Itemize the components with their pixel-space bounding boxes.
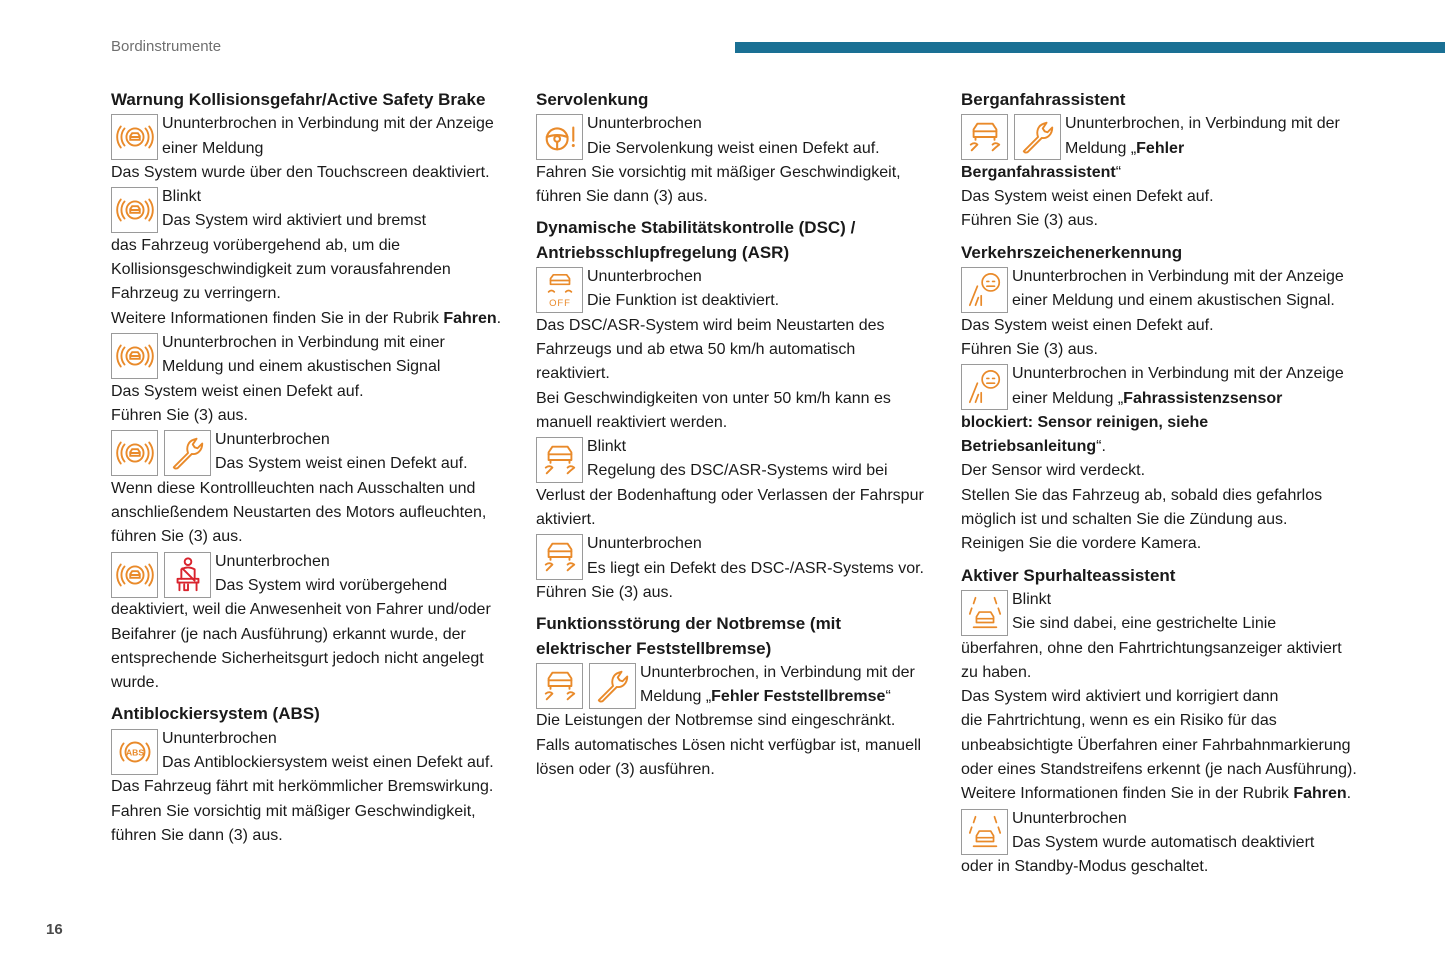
paragraph: Führen Sie (3) aus. (111, 406, 248, 424)
heading-lane-keeping: Aktiver Spurhalteassistent (961, 565, 1176, 585)
entry-collision-steady (111, 112, 516, 161)
paragraph (961, 411, 1371, 435)
column-1 (111, 88, 516, 848)
entry-text: Ununterbrochen, in Verbindung mit der (1065, 115, 1340, 133)
entry-sensor-blocked (961, 362, 1371, 411)
message-name: Fehler (1136, 139, 1185, 157)
entry-text: Das System wurde automatisch deaktiviert (1012, 833, 1315, 851)
paragraph: Fahrzeugs und ab etwa 50 km/h automatisch (536, 340, 856, 358)
paragraph: Das System wird aktiviert und korrigiert dann (961, 688, 1279, 706)
paragraph: Fahren Sie vorsichtig mit mäßiger Geschwindigkeit, (111, 802, 476, 820)
paragraph: Fahren Sie vorsichtig mit mäßiger Geschwindigkeit, (536, 163, 901, 181)
heading-emergency-brake (536, 612, 946, 661)
paragraph: möglich ist und schalten Sie die Zündung aus. (961, 511, 1288, 529)
paragraph-more-info (961, 782, 1371, 806)
camera-sensor-icon (961, 364, 1008, 410)
entry-text: Die Funktion ist deaktiviert. (587, 292, 780, 310)
paragraph: deaktiviert, weil die Anwesenheit von Fahrer und/oder (111, 601, 491, 619)
entry-text: Das System weist einen Defekt auf. (215, 455, 468, 473)
link-fahren: Fahren (1293, 785, 1347, 803)
message-name: Fehler Feststellbremse (711, 688, 886, 706)
entry-text (961, 387, 1371, 411)
heading-line: Funktionsstörung der Notbremse (mit (536, 614, 842, 634)
text: Meldung „ (640, 688, 712, 706)
heading-collision-warning: Warnung Kollisionsgefahr/Active Safety Brake (111, 90, 486, 109)
collision-warning-icon (111, 333, 158, 379)
header-accent-bar (735, 42, 1445, 53)
text: “ (885, 688, 891, 706)
paragraph (961, 435, 1371, 459)
text: “ (1115, 163, 1122, 181)
paragraph: führen Sie dann (3) aus. (111, 826, 283, 844)
paragraph: Führen Sie (3) aus. (536, 583, 673, 601)
heading-dsc-asr (536, 216, 946, 265)
entry-dsc-blinking (536, 435, 946, 484)
paragraph: wurde. (111, 674, 160, 692)
collision-warning-icon (111, 187, 158, 233)
entry-text: einer Meldung und einem akustischen Signal. (1012, 292, 1335, 310)
camera-sensor-icon (961, 267, 1008, 313)
entry-text: Es liegt ein Defekt des DSC-/ASR-Systems vor. (587, 559, 924, 577)
paragraph: lösen oder (3) ausführen. (536, 761, 715, 779)
paragraph: Reinigen Sie die vordere Kamera. (961, 535, 1202, 553)
entry-text: Das Antiblockiersystem weist einen Defekt auf. (162, 754, 494, 772)
text: einer Meldung „ (1012, 389, 1124, 407)
skid-icon (536, 663, 583, 709)
collision-warning-icon (111, 430, 158, 476)
paragraph: führen Sie dann (3) aus. (536, 188, 708, 206)
paragraph: Verlust der Bodenhaftung oder Verlassen der Fahrspur (536, 486, 924, 504)
entry-dsc-off (536, 265, 946, 314)
wrench-icon (1014, 114, 1061, 160)
message-name: Berganfahrassistent (961, 163, 1116, 181)
heading-line: elektrischer Feststellbremse) (536, 638, 772, 658)
paragraph: Stellen Sie das Fahrzeug ab, sobald dies gefahrlos (961, 486, 1323, 504)
entry-text: Ununterbrochen, in Verbindung mit der (640, 663, 915, 681)
text: . (496, 309, 502, 327)
paragraph: oder in Standby-Modus geschaltet. (961, 858, 1209, 876)
skid-icon (536, 534, 583, 580)
entry-text: Blinkt (1012, 590, 1052, 608)
paragraph-more-info (111, 307, 516, 331)
paragraph: Beifahrer (je nach Ausführung) erkannt wurde, der (111, 625, 466, 643)
paragraph: das Fahrzeug vorübergehend ab, um die (111, 236, 401, 254)
heading-line: Antriebsschlupfregelung (ASR) (536, 242, 790, 262)
paragraph: Bei Geschwindigkeiten von unter 50 km/h kann es (536, 389, 891, 407)
paragraph: zu haben. (961, 663, 1032, 681)
lane-keeping-icon (961, 809, 1008, 855)
text: Meldung „ (1065, 139, 1137, 157)
entry-collision-blinking (111, 185, 516, 234)
entry-collision-signal (111, 331, 516, 380)
entry-parking-brake-fault (536, 661, 946, 710)
entry-text: Blinkt (162, 188, 202, 206)
paragraph: entsprechende Sicherheitsgurt jedoch nicht angelegt (111, 649, 484, 667)
dsc-off-icon (536, 267, 583, 313)
paragraph: Fahrzeug zu verringern. (111, 285, 281, 303)
entry-text: Ununterbrochen (1012, 809, 1127, 827)
paragraph: aktiviert. (536, 511, 596, 529)
wrench-icon (164, 430, 211, 476)
entry-text: Ununterbrochen (162, 729, 277, 747)
collision-warning-icon (111, 552, 158, 598)
paragraph: Das Fahrzeug fährt mit herkömmlicher Bremswirkung. (111, 778, 494, 796)
paragraph: führen Sie (3) aus. (111, 528, 243, 546)
paragraph: Führen Sie (3) aus. (961, 340, 1098, 358)
entry-traffic-sign-defect (961, 265, 1371, 314)
off-icon-label: OFF (548, 298, 571, 310)
heading-abs: Antiblockiersystem (ABS) (111, 704, 320, 724)
text: . (1346, 785, 1352, 803)
paragraph: Wenn diese Kontrollleuchten nach Ausschalten und (111, 479, 476, 497)
entry-text: Ununterbrochen in Verbindung mit der Anzeige (1012, 268, 1344, 286)
abs-icon-label: ABS (125, 747, 144, 758)
message-name: Betriebsanleitung (961, 438, 1097, 456)
entry-text: Ununterbrochen (587, 115, 702, 133)
entry-text: Ununterbrochen (215, 431, 330, 449)
paragraph: oder eines Standstreifens erkennt (je nach Ausführung). (961, 761, 1357, 779)
text: Weitere Informationen finden Sie in der Rubrik (961, 785, 1294, 803)
entry-power-steering (536, 112, 946, 161)
heading-power-steering: Servolenkung (536, 90, 649, 109)
paragraph: die Fahrtrichtung, wenn es ein Risiko für das (961, 712, 1277, 730)
entry-text: Ununterbrochen in Verbindung mit der Anzeige (1012, 365, 1344, 383)
heading-hill-start: Berganfahrassistent (961, 90, 1126, 109)
paragraph: Das System weist einen Defekt auf. (961, 188, 1214, 206)
entry-text: Ununterbrochen (587, 268, 702, 286)
entry-text: Das System wird vorübergehend (215, 576, 448, 594)
skid-icon (536, 437, 583, 483)
skid-icon (961, 114, 1008, 160)
entry-text: Ununterbrochen in Verbindung mit einer (162, 333, 445, 351)
message-name: Fahrassistenzsensor (1123, 389, 1283, 407)
entry-hill-start (961, 112, 1371, 161)
text: “. (1096, 438, 1106, 456)
entry-lane-keeping-blinking (961, 588, 1371, 637)
column-3 (961, 88, 1371, 880)
paragraph: Führen Sie (3) aus. (961, 212, 1098, 230)
entry-text: Ununterbrochen (215, 552, 330, 570)
paragraph: Falls automatisches Lösen nicht verfügbar ist, manuell (536, 736, 922, 754)
entry-text: Ununterbrochen (587, 535, 702, 553)
entry-collision-seatbelt (111, 550, 516, 599)
entry-text: Ununterbrochen in Verbindung mit der Anzeige (162, 115, 494, 133)
page-number: 16 (46, 921, 63, 938)
paragraph: reaktiviert. (536, 365, 610, 383)
paragraph: Das DSC/ASR-System wird beim Neustarten des (536, 316, 885, 334)
paragraph: Die Leistungen der Notbremse sind eingeschränkt. (536, 712, 896, 730)
running-header: Bordinstrumente (111, 38, 222, 55)
paragraph: Das System weist einen Defekt auf. (961, 316, 1214, 334)
message-name: blockiert: Sensor reinigen, siehe (961, 413, 1209, 431)
paragraph: unbeabsichtigte Überfahren einer Fahrbahnmarkierung (961, 736, 1351, 754)
entry-abs (111, 727, 516, 776)
text: Weitere Informationen finden Sie in der Rubrik (111, 309, 444, 327)
paragraph: anschließendem Neustarten des Motors aufleuchten, (111, 504, 487, 522)
entry-collision-defect (111, 428, 516, 477)
paragraph: überfahren, ohne den Fahrtrichtungsanzeiger aktiviert (961, 639, 1342, 657)
collision-warning-icon (111, 114, 158, 160)
paragraph: Das System weist einen Defekt auf. (111, 382, 364, 400)
entry-text: Blinkt (587, 438, 627, 456)
entry-dsc-defect (536, 532, 946, 581)
paragraph: Das System wurde über den Touchscreen deaktiviert. (111, 163, 490, 181)
paragraph: Der Sensor wird verdeckt. (961, 462, 1146, 480)
seatbelt-icon (164, 552, 211, 598)
paragraph: Kollisionsgeschwindigkeit zum vorausfahrenden (111, 261, 451, 279)
lane-keeping-icon (961, 590, 1008, 636)
heading-traffic-sign: Verkehrszeichenerkennung (961, 242, 1183, 262)
paragraph: manuell reaktiviert werden. (536, 413, 728, 431)
entry-text: Meldung und einem akustischen Signal (162, 358, 441, 376)
link-fahren: Fahren (443, 309, 497, 327)
entry-lane-keeping-steady (961, 807, 1371, 856)
entry-text: einer Meldung (162, 139, 264, 157)
column-2 (536, 88, 946, 782)
entry-text: Sie sind dabei, eine gestrichelte Linie (1012, 615, 1277, 633)
steering-wheel-warning-icon (536, 114, 583, 160)
wrench-icon (589, 663, 636, 709)
entry-text: Das System wird aktiviert und bremst (162, 212, 427, 230)
abs-icon (111, 729, 158, 775)
entry-text: Regelung des DSC/ASR-Systems wird bei (587, 462, 888, 480)
entry-text: Die Servolenkung weist einen Defekt auf. (587, 139, 880, 157)
heading-line: Dynamische Stabilitätskontrolle (DSC) / (536, 218, 856, 238)
paragraph (961, 161, 1371, 185)
